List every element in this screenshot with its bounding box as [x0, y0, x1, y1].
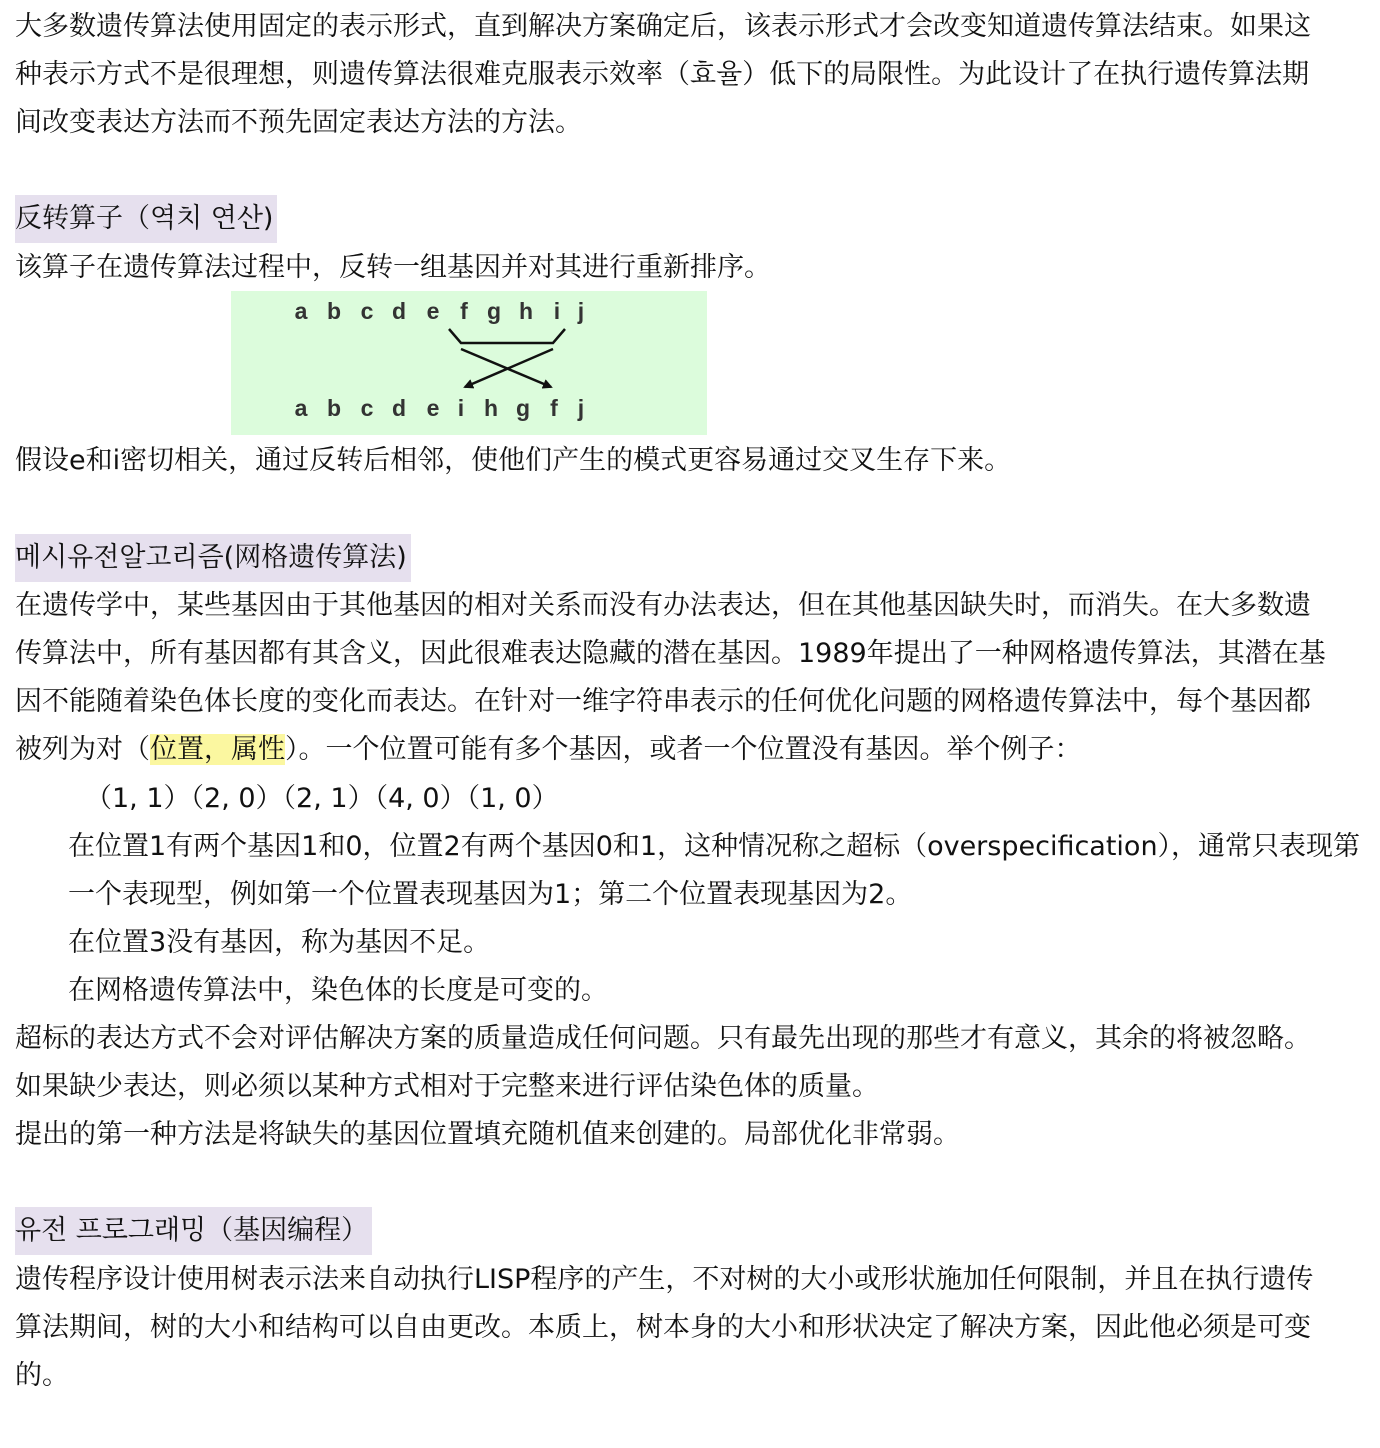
overspecification-line-1: 在位置1有两个基因1和0，位置2有两个基因0和1，这种情况称之超标（overspecification），通常只表现第	[68, 831, 1361, 862]
top-gene-letter-0: a	[294, 298, 308, 324]
top-gene-letter-4: e	[426, 298, 440, 324]
messy-line-4-before: 被列为对（	[15, 734, 150, 765]
top-gene-row	[295, 298, 585, 324]
top-gene-letter-8: i	[553, 298, 561, 324]
messy-line-3: 因不能随着染色体长度的变化而表达。在针对一维字符串表示的任何优化问题的网格遗传算法中，每个基因都	[15, 686, 1311, 717]
messy-ga-heading: 메시유전알고리즘(网格遗传算法)	[15, 534, 411, 582]
top-gene-letter-9: j	[577, 298, 585, 324]
messy-conclusion-3: 提出的第一种方法是将缺失的基因位置填充随机值来创建的。局部优化非常弱。	[15, 1119, 960, 1150]
bottom-gene-letter-2: c	[360, 395, 374, 421]
top-gene-letter-1: b	[326, 298, 342, 324]
overspecification-line-2: 一个表现型，例如第一个位置表现基因为1；第二个位置表现基因为2。	[68, 879, 913, 910]
intro-line-1: 大多数遗传算法使用固定的表示形式，直到解决方案确定后，该表示形式才会改变知道遗传算法结束。如果这	[15, 11, 1311, 42]
highlighted-pair: 位置，属性	[150, 734, 285, 765]
bottom-gene-letter-5: i	[457, 395, 465, 421]
messy-example-pairs: （1, 1）（2, 0）（2, 1）（4, 0）（1, 0）	[85, 783, 559, 814]
inversion-heading: 反转算子（역치 연산)	[15, 195, 277, 243]
bottom-gene-letter-8: f	[550, 395, 558, 421]
top-gene-letter-6: g	[486, 298, 502, 324]
bottom-gene-letter-6: h	[483, 395, 499, 421]
gp-heading: 유전 프로그래밍（基因编程）	[15, 1207, 372, 1255]
bottom-gene-row	[295, 395, 585, 421]
top-gene-letter-3: d	[391, 298, 407, 324]
bottom-gene-letter-3: d	[391, 395, 407, 421]
gp-line-1: 遗传程序设计使用树表示法来自动执行LISP程序的产生，不对树的大小或形状施加任何限制，并且在执行遗传	[15, 1264, 1314, 1295]
variable-length-line: 在网格遗传算法中，染色体的长度是可变的。	[68, 975, 608, 1006]
underspecification-line: 在位置3没有基因，称为基因不足。	[68, 927, 491, 958]
intro-line-2: 种表示方式不是很理想，则遗传算法很难克服表示效率（효율）低下的局限性。为此设计了在执行遗传算法期	[15, 59, 1310, 90]
bottom-gene-letter-1: b	[326, 395, 342, 421]
gp-line-3: 的。	[15, 1360, 69, 1391]
bottom-gene-letter-9: j	[577, 395, 585, 421]
messy-line-2: 传算法中，所有基因都有其含义，因此很难表达隐藏的潜在基因。1989年提出了一种网格遗传算法，其潜在基	[15, 638, 1326, 669]
inversion-bracket	[449, 329, 565, 343]
bottom-gene-letter-4: e	[426, 395, 440, 421]
bottom-gene-letter-0: a	[294, 395, 308, 421]
top-gene-letter-7: h	[518, 298, 534, 324]
messy-line-4	[15, 726, 1082, 774]
inversion-diagram	[231, 291, 707, 435]
messy-line-4-after: ）。一个位置可能有多个基因，或者一个位置没有基因。举个例子：	[285, 734, 1082, 765]
inversion-diagram-svg	[231, 291, 707, 435]
messy-conclusion-1: 超标的表达方式不会对评估解决方案的质量造成任何问题。只有最先出现的那些才有意义，其余的将被忽略。	[15, 1023, 1311, 1054]
top-gene-letter-5: f	[460, 298, 468, 324]
messy-conclusion-2: 如果缺少表达，则必须以某种方式相对于完整来进行评估染色体的质量。	[15, 1071, 879, 1102]
messy-line-1: 在遗传学中，某些基因由于其他基因的相对关系而没有办法表达，但在其他基因缺失时，而消失。在大多数遗	[15, 590, 1311, 621]
gp-line-2: 算法期间，树的大小和结构可以自由更改。本质上，树本身的大小和形状决定了解决方案，因此他必须是可变	[15, 1312, 1311, 1343]
bottom-gene-letter-7: g	[515, 395, 531, 421]
inversion-note: 假设e和i密切相关，通过反转后相邻，使他们产生的模式更容易通过交叉生存下来。	[15, 445, 1012, 476]
intro-line-3: 间改变表达方法而不预先固定表达方法的方法。	[15, 107, 582, 138]
inversion-description: 该算子在遗传算法过程中，反转一组基因并对其进行重新排序。	[15, 252, 771, 283]
top-gene-letter-2: c	[360, 298, 374, 324]
